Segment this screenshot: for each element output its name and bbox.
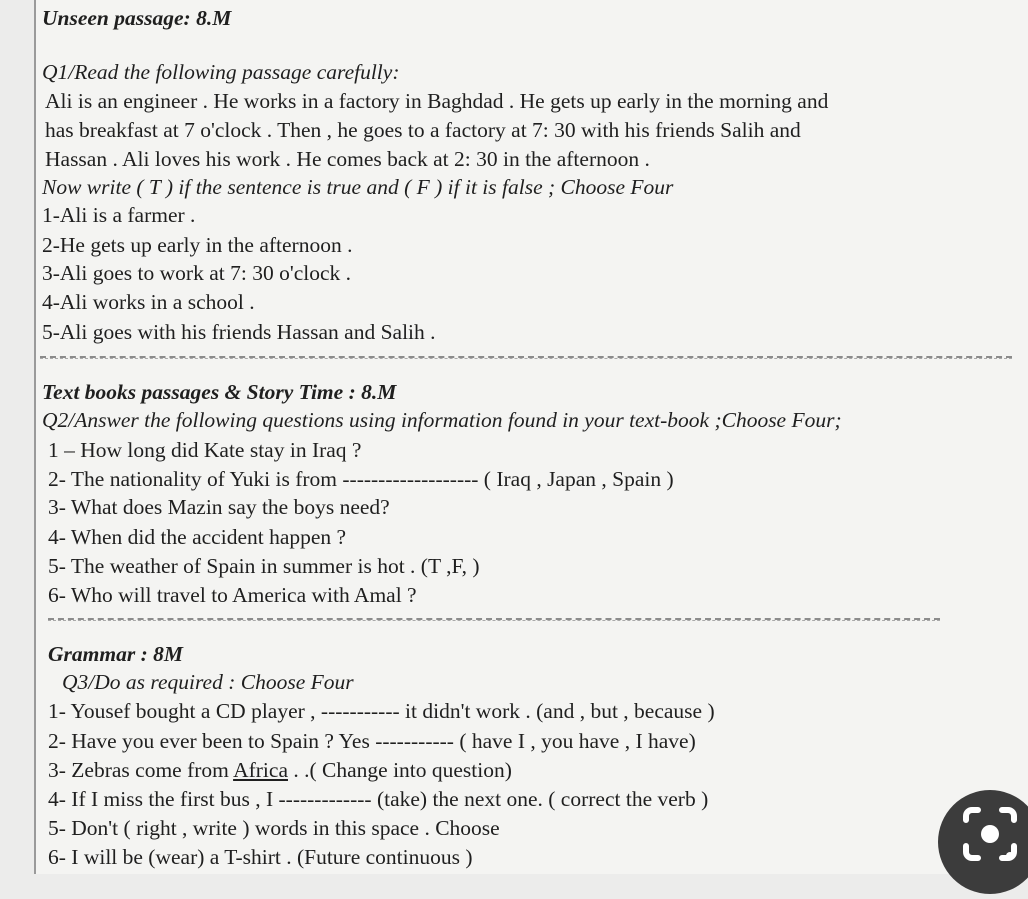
list-item: 6- I will be (wear) a T-shirt . (Future continuous ) (48, 845, 473, 869)
list-item (48, 756, 512, 784)
list-item: 2- Have you ever been to Spain ? Yes ----------- ( have I , you have , I have) (48, 729, 696, 753)
section-divider (48, 618, 940, 621)
list-item: 3- What does Mazin say the boys need? (48, 495, 390, 519)
section1-title: Unseen passage: 8.M (42, 6, 232, 30)
passage-line: Hassan . Ali loves his work . He comes back at 2: 30 in the afternoon . (45, 147, 650, 171)
list-item: 6- Who will travel to America with Amal ? (48, 583, 417, 607)
section2-title: Text books passages & Story Time : 8.M (42, 380, 397, 404)
list-item: 4- When did the accident happen ? (48, 525, 347, 549)
item-text: 3- Zebras come from (48, 758, 234, 782)
lens-camera-button[interactable] (938, 790, 1028, 894)
list-item: 1 – How long did Kate stay in Iraq ? (48, 438, 362, 462)
item-text: . .( Change into question) (287, 758, 512, 782)
list-item: 3-Ali goes to work at 7: 30 o'clock . (42, 261, 351, 285)
passage-line: has breakfast at 7 o'clock . Then , he goes to a factory at 7: 30 with his friends Salih and (45, 118, 801, 142)
section3-title: Grammar : 8M (48, 642, 183, 666)
list-item: 5- Don't ( right , write ) words in this space . Choose (48, 816, 500, 840)
list-item: 4- If I miss the first bus , I ------------- (take) the next one. ( correct the verb ) (48, 787, 709, 811)
passage-line: Ali is an engineer . He works in a factory in Baghdad . He gets up early in the morning and (45, 89, 829, 113)
camera-icon (938, 790, 1028, 894)
section2-question: Q2/Answer the following questions using information found in your text-book ;Choose Four; (42, 408, 842, 432)
section1-question: Q1/Read the following passage carefully: (42, 60, 400, 84)
section3-question: Q3/Do as required : Choose Four (62, 670, 354, 694)
list-item: 5- The weather of Spain in summer is hot . (T ,F, ) (48, 554, 480, 578)
list-item: 1-Ali is a farmer . (42, 203, 196, 227)
list-item: 1- Yousef bought a CD player , ----------- it didn't work . (and , but , because ) (48, 699, 715, 723)
section1-instruction: Now write ( T ) if the sentence is true and ( F ) if it is false ; Choose Four (42, 175, 674, 199)
list-item: 2- The nationality of Yuki is from ------------------- ( Iraq , Japan , Spain ) (48, 467, 674, 491)
list-item: 5-Ali goes with his friends Hassan and Salih . (42, 320, 436, 344)
worksheet-page (34, 0, 1028, 874)
list-item: 2-He gets up early in the afternoon . (42, 233, 353, 257)
section-divider (40, 356, 1012, 359)
underlined-word: Africa (233, 758, 288, 782)
list-item: 4-Ali works in a school . (42, 290, 255, 314)
